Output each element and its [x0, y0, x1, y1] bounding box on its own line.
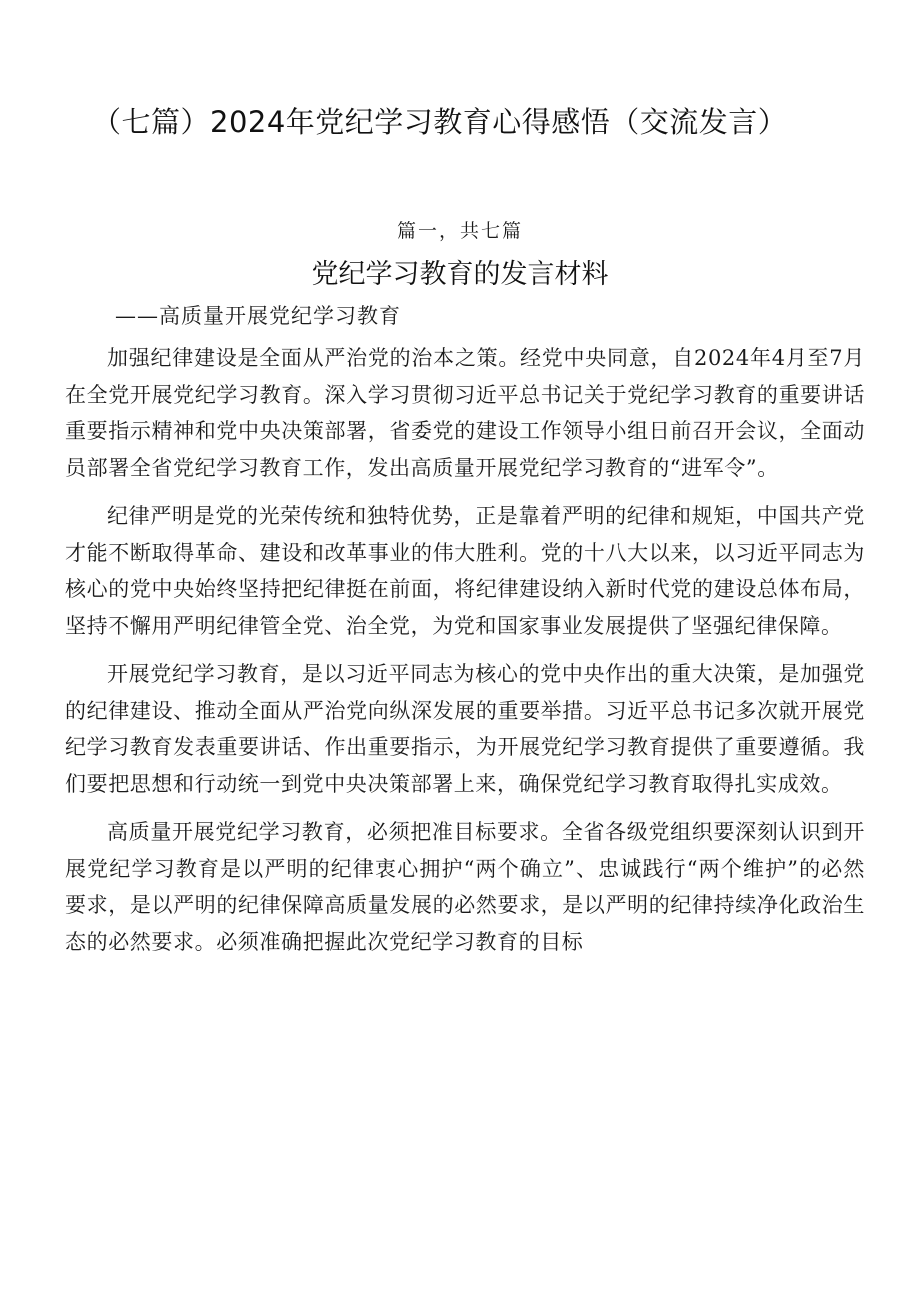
article-body: [65, 340, 865, 972]
paragraph: 高质量开展党纪学习教育，必须把准目标要求。全省各级党组织要深刻认识到开展党纪学习教育是以严明的纪律衷心拥护“两个确立”、忠诚践行“两个维护”的必然要求，是以严明的纪律保障高质量发展的必然要求，是以严明的纪律持续净化政治生态的必然要求。必须准确把握此次党纪学习教育的目标: [65, 820, 865, 954]
paragraph: 加强纪律建设是全面从严治党的治本之策。经党中央同意，自2024年4月至7月在全党开展党纪学习教育。深入学习贯彻习近平总书记关于党纪学习教育的重要讲话重要指示精神和党中央决策部署，省委党的建设工作领导小组日前召开会议，全面动员部署全省党纪学习教育工作，发出高质量开展党纪学习教育的“进军令”。: [65, 346, 865, 480]
document-title: （七篇）2024年党纪学习教育心得感悟（交流发言）: [92, 105, 788, 139]
paragraph: 纪律严明是党的光荣传统和独特优势，正是靠着严明的纪律和规矩，中国共产党才能不断取得革命、建设和改革事业的伟大胜利。党的十八大以来，以习近平同志为核心的党中央始终坚持把纪律挺在前面，将纪律建设纳入新时代党的建设总体布局，坚持不懈用严明纪律管全党、治全党，为党和国家事业发展提供了坚强纪律保障。: [65, 504, 865, 638]
article-subtitle: ——高质量开展党纪学习教育: [115, 304, 401, 328]
article-title: 党纪学习教育的发言材料: [311, 259, 609, 290]
part-label: 篇一，共七篇: [396, 220, 523, 242]
paragraph: 开展党纪学习教育，是以习近平同志为核心的党中央作出的重大决策，是加强党的纪律建设、推动全面从严治党向纵深发展的重要举措。习近平总书记多次就开展党纪学习教育发表重要讲话、作出重要指示，为开展党纪学习教育提供了重要遵循。我们要把思想和行动统一到党中央决策部署上来，确保党纪学习教育取得扎实成效。: [65, 662, 865, 796]
